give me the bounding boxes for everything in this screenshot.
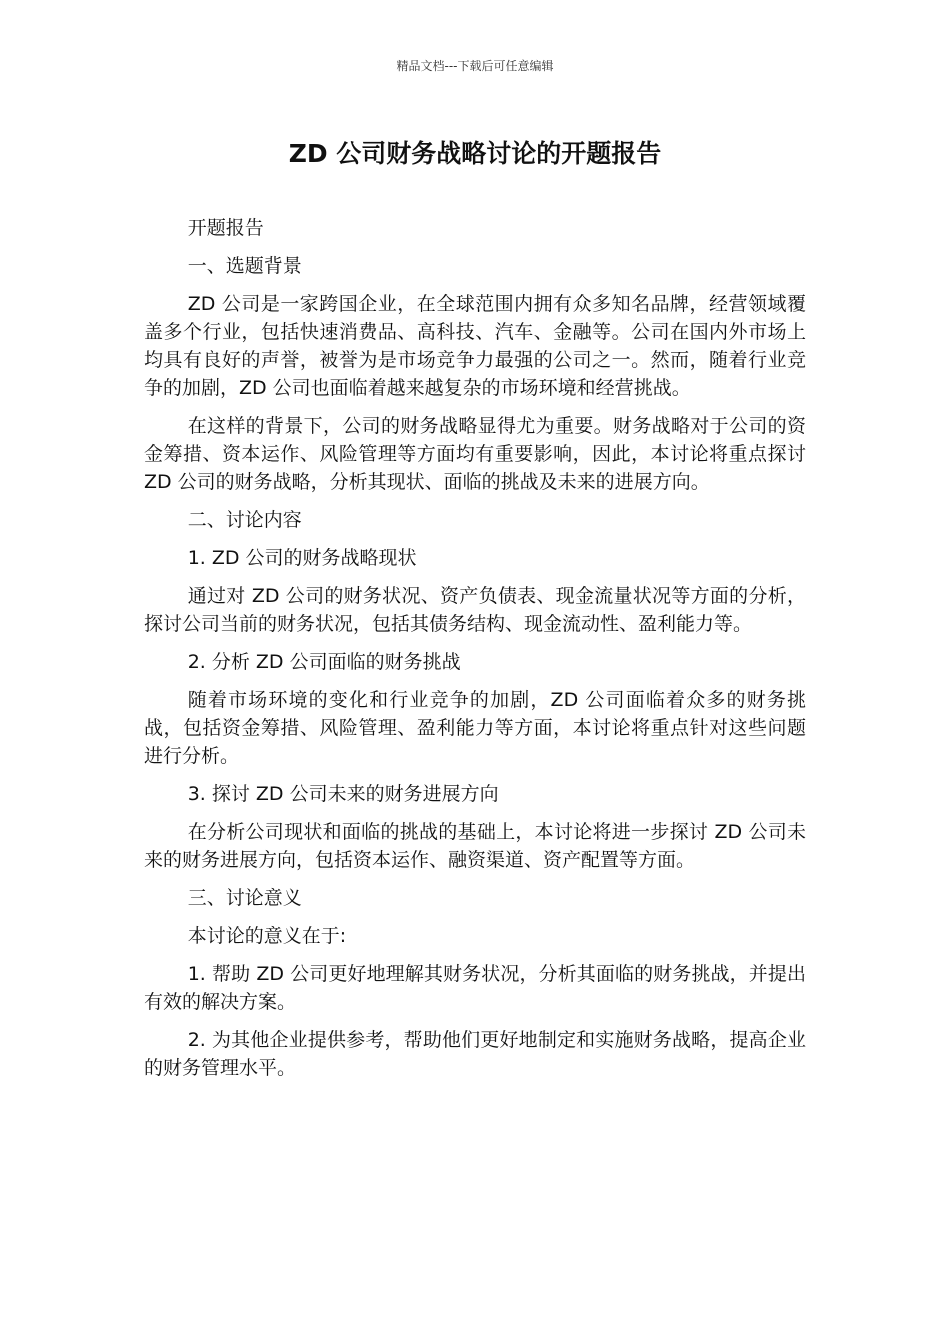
subheading-future-direction: 3. 探讨 ZD 公司未来的财务进展方向 — [187, 783, 499, 805]
section-heading-content: 二、讨论内容 — [187, 509, 302, 531]
paragraph-company-intro: ZD 公司是一家跨国企业，在全球范围内拥有众多知名品牌，经营领域覆盖多个行业，包括快速消费品、高科技、汽车、金融等。公司在国内外市场上均具有良好的声誉，被誉为是市场竞争力最强的公司之一。然而，随着行业竞争的加剧，ZD 公司也面临着越来越复杂的市场环境和经营挑战。 — [144, 293, 806, 399]
paragraph-significance-intro: 本讨论的意义在于: — [187, 925, 347, 947]
subheading-challenges: 2. 分析 ZD 公司面临的财务挑战 — [187, 651, 461, 673]
section-heading-significance: 三、讨论意义 — [187, 887, 302, 909]
paragraph-current-status: 通过对 ZD 公司的财务状况、资产负债表、现金流量状况等方面的分析，探讨公司当前的财务状况，包括其债务结构、现金流动性、盈利能力等。 — [144, 585, 806, 635]
subheading-current-status: 1. ZD 公司的财务战略现状 — [187, 547, 417, 569]
paragraph-future-direction: 在分析公司现状和面临的挑战的基础上，本讨论将进一步探讨 ZD 公司未来的财务进展方向，包括资本运作、融资渠道、资产配置等方面。 — [144, 821, 806, 871]
document-title: ZD 公司财务战略讨论的开题报告 — [288, 139, 662, 168]
section-heading-background: 一、选题背景 — [187, 255, 302, 277]
page-header-watermark: 精品文档---下载后可任意编辑 — [396, 59, 554, 73]
paragraph-strategy-importance: 在这样的背景下，公司的财务战略显得尤为重要。财务战略对于公司的资金筹措、资本运作、风险管理等方面均有重要影响，因此，本讨论将重点探讨 ZD 公司的财务战略，分析其现状、面临的挑战及未来的进展方向。 — [144, 415, 806, 493]
list-item-significance-1: 1. 帮助 ZD 公司更好地理解其财务状况，分析其面临的财务挑战，并提出有效的解决方案。 — [144, 963, 806, 1013]
document-body — [144, 214, 806, 1092]
list-item-significance-2: 2. 为其他企业提供参考，帮助他们更好地制定和实施财务战略，提高企业的财务管理水平。 — [144, 1029, 806, 1079]
paragraph-challenges: 随着市场环境的变化和行业竞争的加剧，ZD 公司面临着众多的财务挑战，包括资金筹措、风险管理、盈利能力等方面，本讨论将重点针对这些问题进行分析。 — [144, 689, 806, 767]
paragraph-report-label: 开题报告 — [187, 217, 264, 239]
